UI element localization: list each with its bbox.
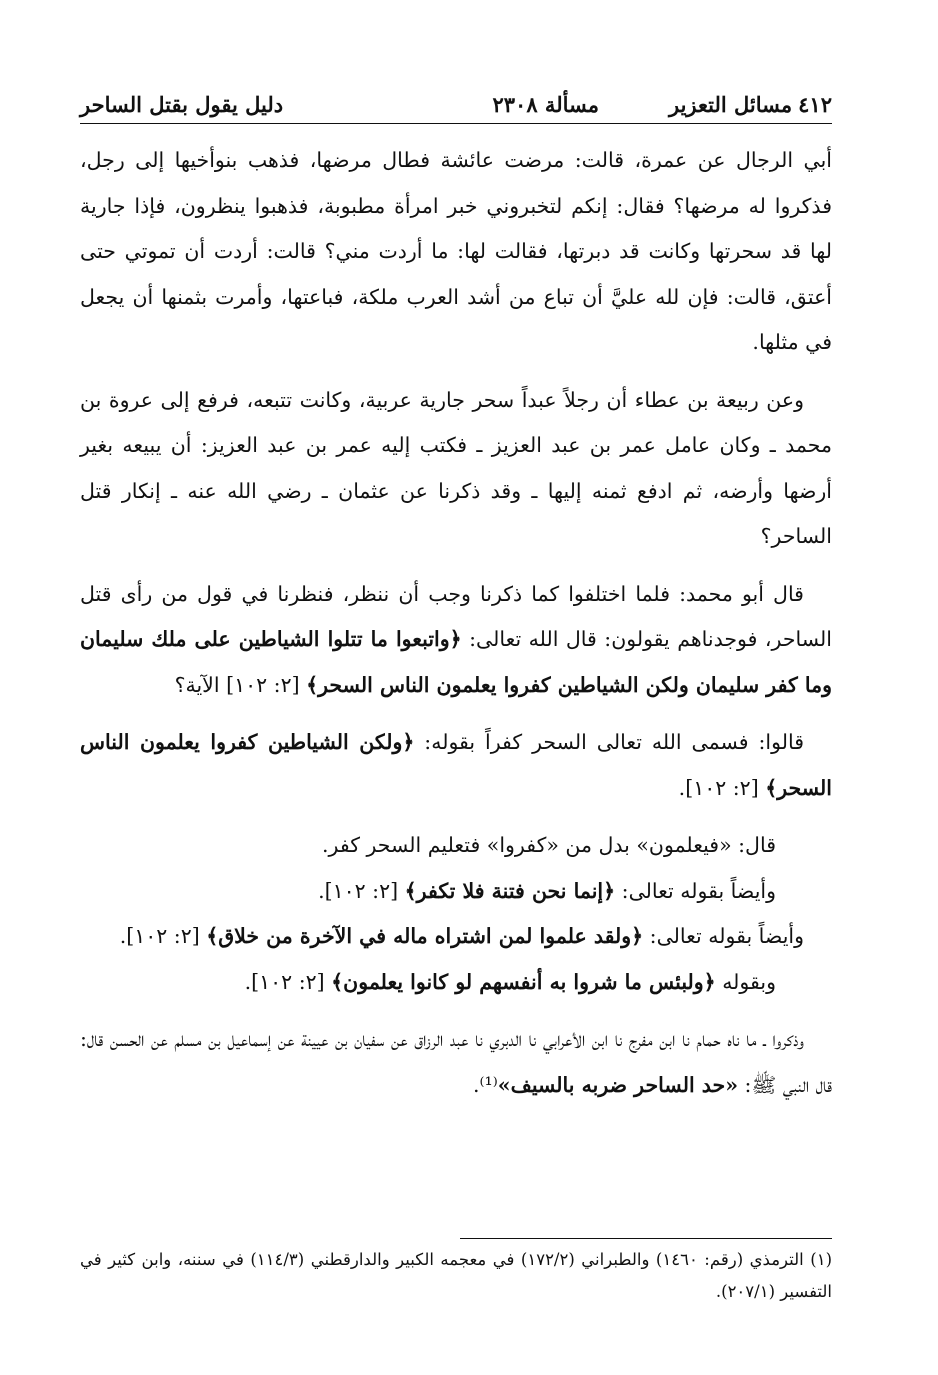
paragraph-text: قال أبو محمد: فلما اختلفوا كما ذكرنا وجب أن ننظر، فنظرنا في قول من رأى قتل الساحر، فوجدناهم يقولون: قال الله تعالى: [80,581,832,651]
paragraph [80,823,832,869]
issue-number: مسألة ٢٣٠٨ [492,92,599,117]
paragraph [80,378,832,560]
quran-quote: ﴿إنما نحن فتنة فلا تكفر﴾ [404,878,616,903]
verse-reference: [٢: ١٠٢]. [244,969,332,994]
page-number: ٤١٢ [798,92,832,117]
paragraph-text: وبقوله [715,969,776,994]
verse-reference: [٢: ١٠٢]. [678,775,766,800]
verse-reference: [٢: ١٠٢] الآية؟ [174,672,307,697]
quran-quote: ﴿ولقد علموا لمن اشتراه ماله في الآخرة من خلاق﴾ [206,924,644,948]
hadith-quote: «حد الساحر ضربه بالسيف» [497,1072,739,1097]
quran-quote: ﴿ولبئس ما شروا به أنفسهم لو كانوا يعلمون﴾ [331,969,716,994]
footnote: (١) الترمذي (رقم: ١٤٦٠) والطبراني (١٧٢/٢) في معجمه الكبير والدارقطني (١١٤/٣) في سننه، وابن كثير في التفسير (٢٠٧/١). [80,1250,832,1301]
main-text [80,138,832,1108]
paragraph [80,572,832,709]
paragraph-text: أبي الرجال عن عمرة، قالت: مرضت عائشة فطال مرضها، فذهب بنوأخيها إلى رجل، فذكروا له مرضها؟ فقال: إنكم لتخبروني خبر امرأة مطبوبة، فذهبوا ينظرون، فإذا جارية لها قد سحرتها وكانت قد دبرتها، فقالت لها: ما أردت مني؟ قالت: أردت أن تموتي حتى أعتق، قالت: فإن لله عليَّ أن تباع من أشد العرب ملكة، فباعتها، وأمرت بثمنها أن يجعل في مثلها. [80,148,832,354]
paragraph-text: قال: «فيعلمون» بدل من «كفروا» فتعليم السحر كفر. [322,833,776,857]
book-section: مسائل التعزير [668,92,793,117]
header-right [669,92,832,117]
chapter-title: دليل يقول بقتل الساحر [80,92,284,117]
verse-reference: [٢: ١٠٢]. [119,924,207,948]
footnote-divider [460,1238,832,1239]
paragraph-text: وذكروا ـ ما ناه حمام نا ابن مفرج نا ابن الأعرابي نا الدبري نا عبد الرزاق عن سفيان بن عيينة عن إسماعيل بن مسلم عن الحسن قال: قال النبي ﷺ: [80,1027,832,1097]
paragraph-text: وأيضاً بقوله تعالى: [615,878,776,903]
paragraph [80,138,832,366]
paragraph-text: قالوا: فسمى الله تعالى السحر كفراً بقوله: [414,730,804,754]
paragraph [80,914,832,960]
paragraph-text: وأيضاً بقوله تعالى: [643,924,804,948]
paragraph [80,960,832,1006]
paragraph-text: وعن ربيعة بن عطاء أن رجلاً عبداً سحر جارية عربية، وكانت تتبعه، فرفع إلى عروة بن محمد ـ وكان عامل عمر بن عبد العزيز ـ فكتب إليه عمر بن عبد العزيز: أن يبيعه بغير أرضها وأرضه، ثم ادفع ثمنه إليها ـ وقد ذكرنا عن عثمان ـ رضي الله عنه ـ إنكار قتل الساحر؟ [80,387,832,548]
verse-reference: [٢: ١٠٢]. [318,878,405,903]
paragraph [80,720,832,811]
running-header [80,92,832,124]
paragraph [80,1017,832,1108]
footnotes [80,1244,832,1308]
quran-quote: ﴿ولكن الشياطين كفروا يعلمون الناس السحر﴾ [80,730,832,800]
paragraph [80,869,832,915]
quran-quote: ﴿واتبعوا ما تتلوا الشياطين على ملك سليمان وما كفر سليمان ولكن الشياطين كفروا يعلمون الناس السحر﴾ [80,627,832,697]
footnote-marker: ⁽¹⁾. [472,1072,498,1097]
